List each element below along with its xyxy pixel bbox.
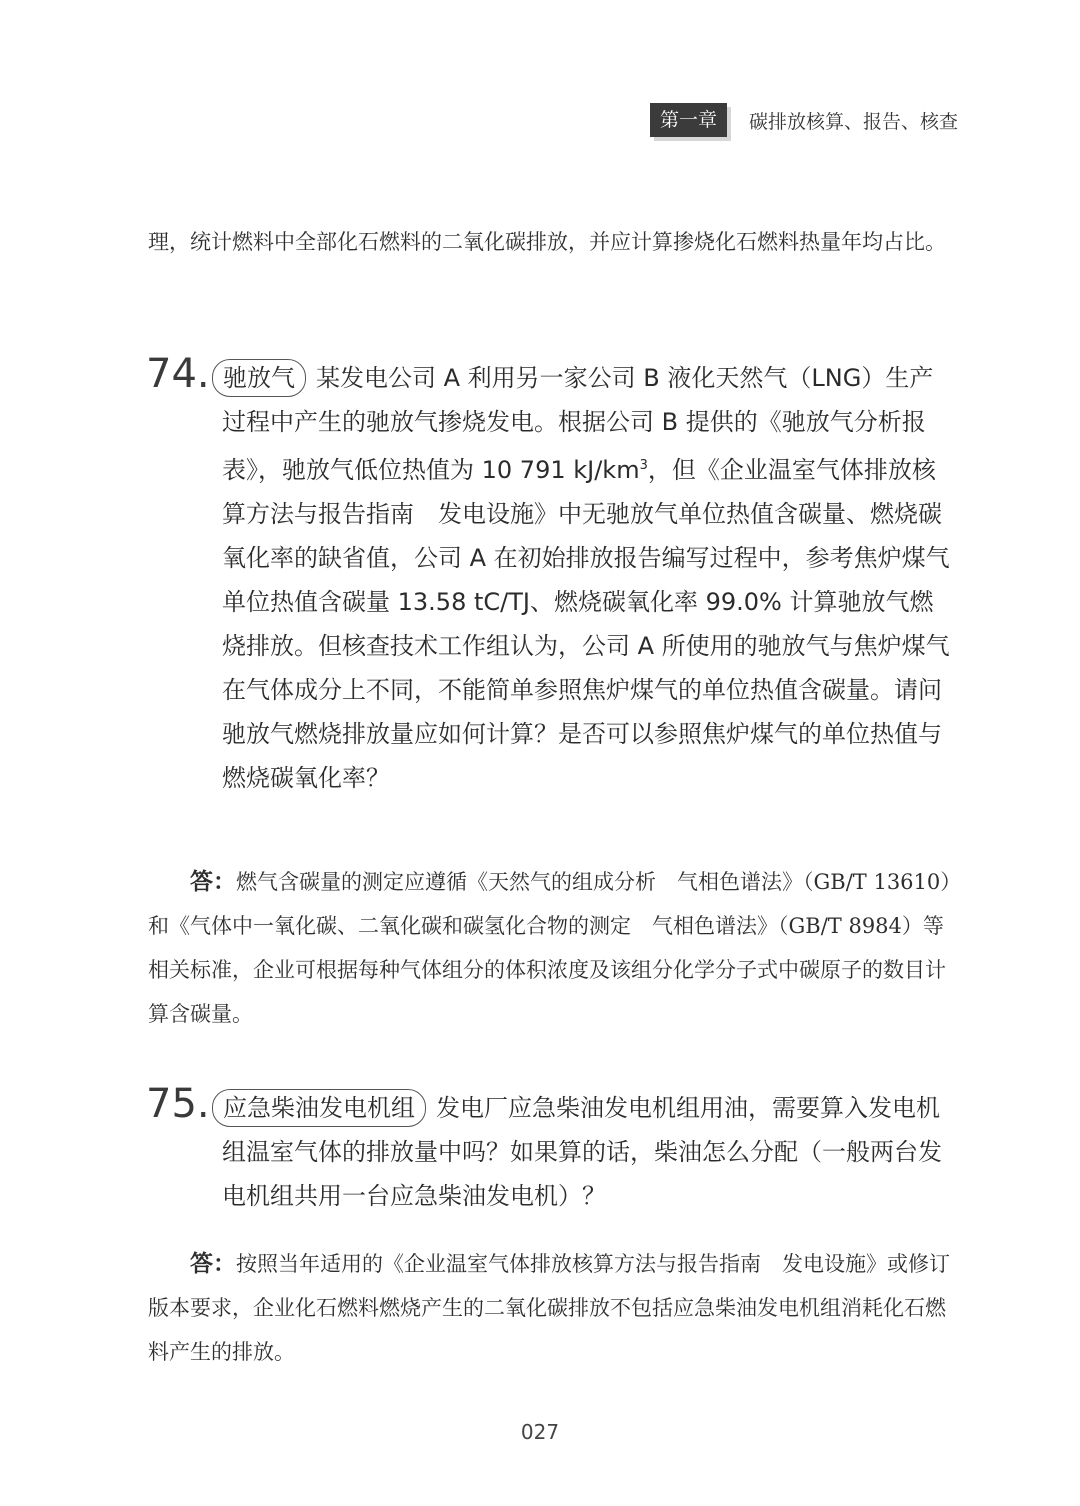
answer-label: 答： <box>190 1251 236 1277</box>
question-number-74: 74. <box>146 351 210 397</box>
question-75 <box>222 1086 956 1218</box>
question-tag-74: 驰放气 <box>212 359 306 397</box>
superscript: 3 <box>639 458 648 473</box>
answer-label: 答： <box>190 869 236 895</box>
intro-paragraph: 理，统计燃料中全部化石燃料的二氧化碳排放，并应计算掺烧化石燃料热量年均占比。 <box>148 230 946 254</box>
page-number: 027 <box>520 1420 560 1444</box>
page-header <box>650 102 958 138</box>
answer-74-text: 燃气含碳量的测定应遵循《天然气的组成分析 气相色谱法》（GB/T 13610）和《气体中一氧化碳、二氧化碳和碳氢化合物的测定 气相色谱法》（GB/T 8984）等相关标准，企业可根据每种气体组分的体积浓度及该组分化学分子式中碳原子的数目计算含碳量。 <box>148 870 951 1026</box>
answer-75 <box>148 1242 956 1374</box>
answer-74 <box>148 860 956 1036</box>
question-74-text-2: ，但《企业温室气体排放核算方法与报告指南 发电设施》中无驰放气单位热值含碳量、燃烧碳氧化率的缺省值，公司 A 在初始排放报告编写过程中，参考焦炉煤气单位热值含碳量 13.58 tC/TJ、燃烧碳氧化率 99.0% 计算驰放气燃烧排放。但核查技术工作组认为，公司 A 所使用的驰放气与焦炉煤气在气体成分上不同，不能简单参照焦炉煤气的单位热值含碳量。请问驰放气燃烧排放量应如何计算？是否可以参照焦炉煤气的单位热值与燃烧碳氧化率？ <box>222 456 950 792</box>
question-number-75: 75. <box>146 1081 210 1127</box>
chapter-title: 碳排放核算、报告、核查 <box>749 110 959 133</box>
question-tag-75: 应急柴油发电机组 <box>212 1089 426 1127</box>
question-75-text: 发电厂应急柴油发电机组用油，需要算入发电机组温室气体的排放量中吗？如果算的话，柴油怎么分配（一般两台发电机组共用一台应急柴油发电机）？ <box>222 1094 942 1210</box>
question-74 <box>222 356 956 800</box>
question-74-text-1: 某发电公司 A 利用另一家公司 B 液化天然气（LNG）生产过程中产生的驰放气掺烧发电。根据公司 B 提供的《驰放气分析报表》，驰放气低位热值为 10 791 kJ/km <box>222 364 934 484</box>
answer-75-text: 按照当年适用的《企业温室气体排放核算方法与报告指南 发电设施》或修订版本要求，企业化石燃料燃烧产生的二氧化碳排放不包括应急柴油发电机组消耗化石燃料产生的排放。 <box>148 1252 950 1364</box>
chapter-badge: 第一章 <box>650 103 727 137</box>
